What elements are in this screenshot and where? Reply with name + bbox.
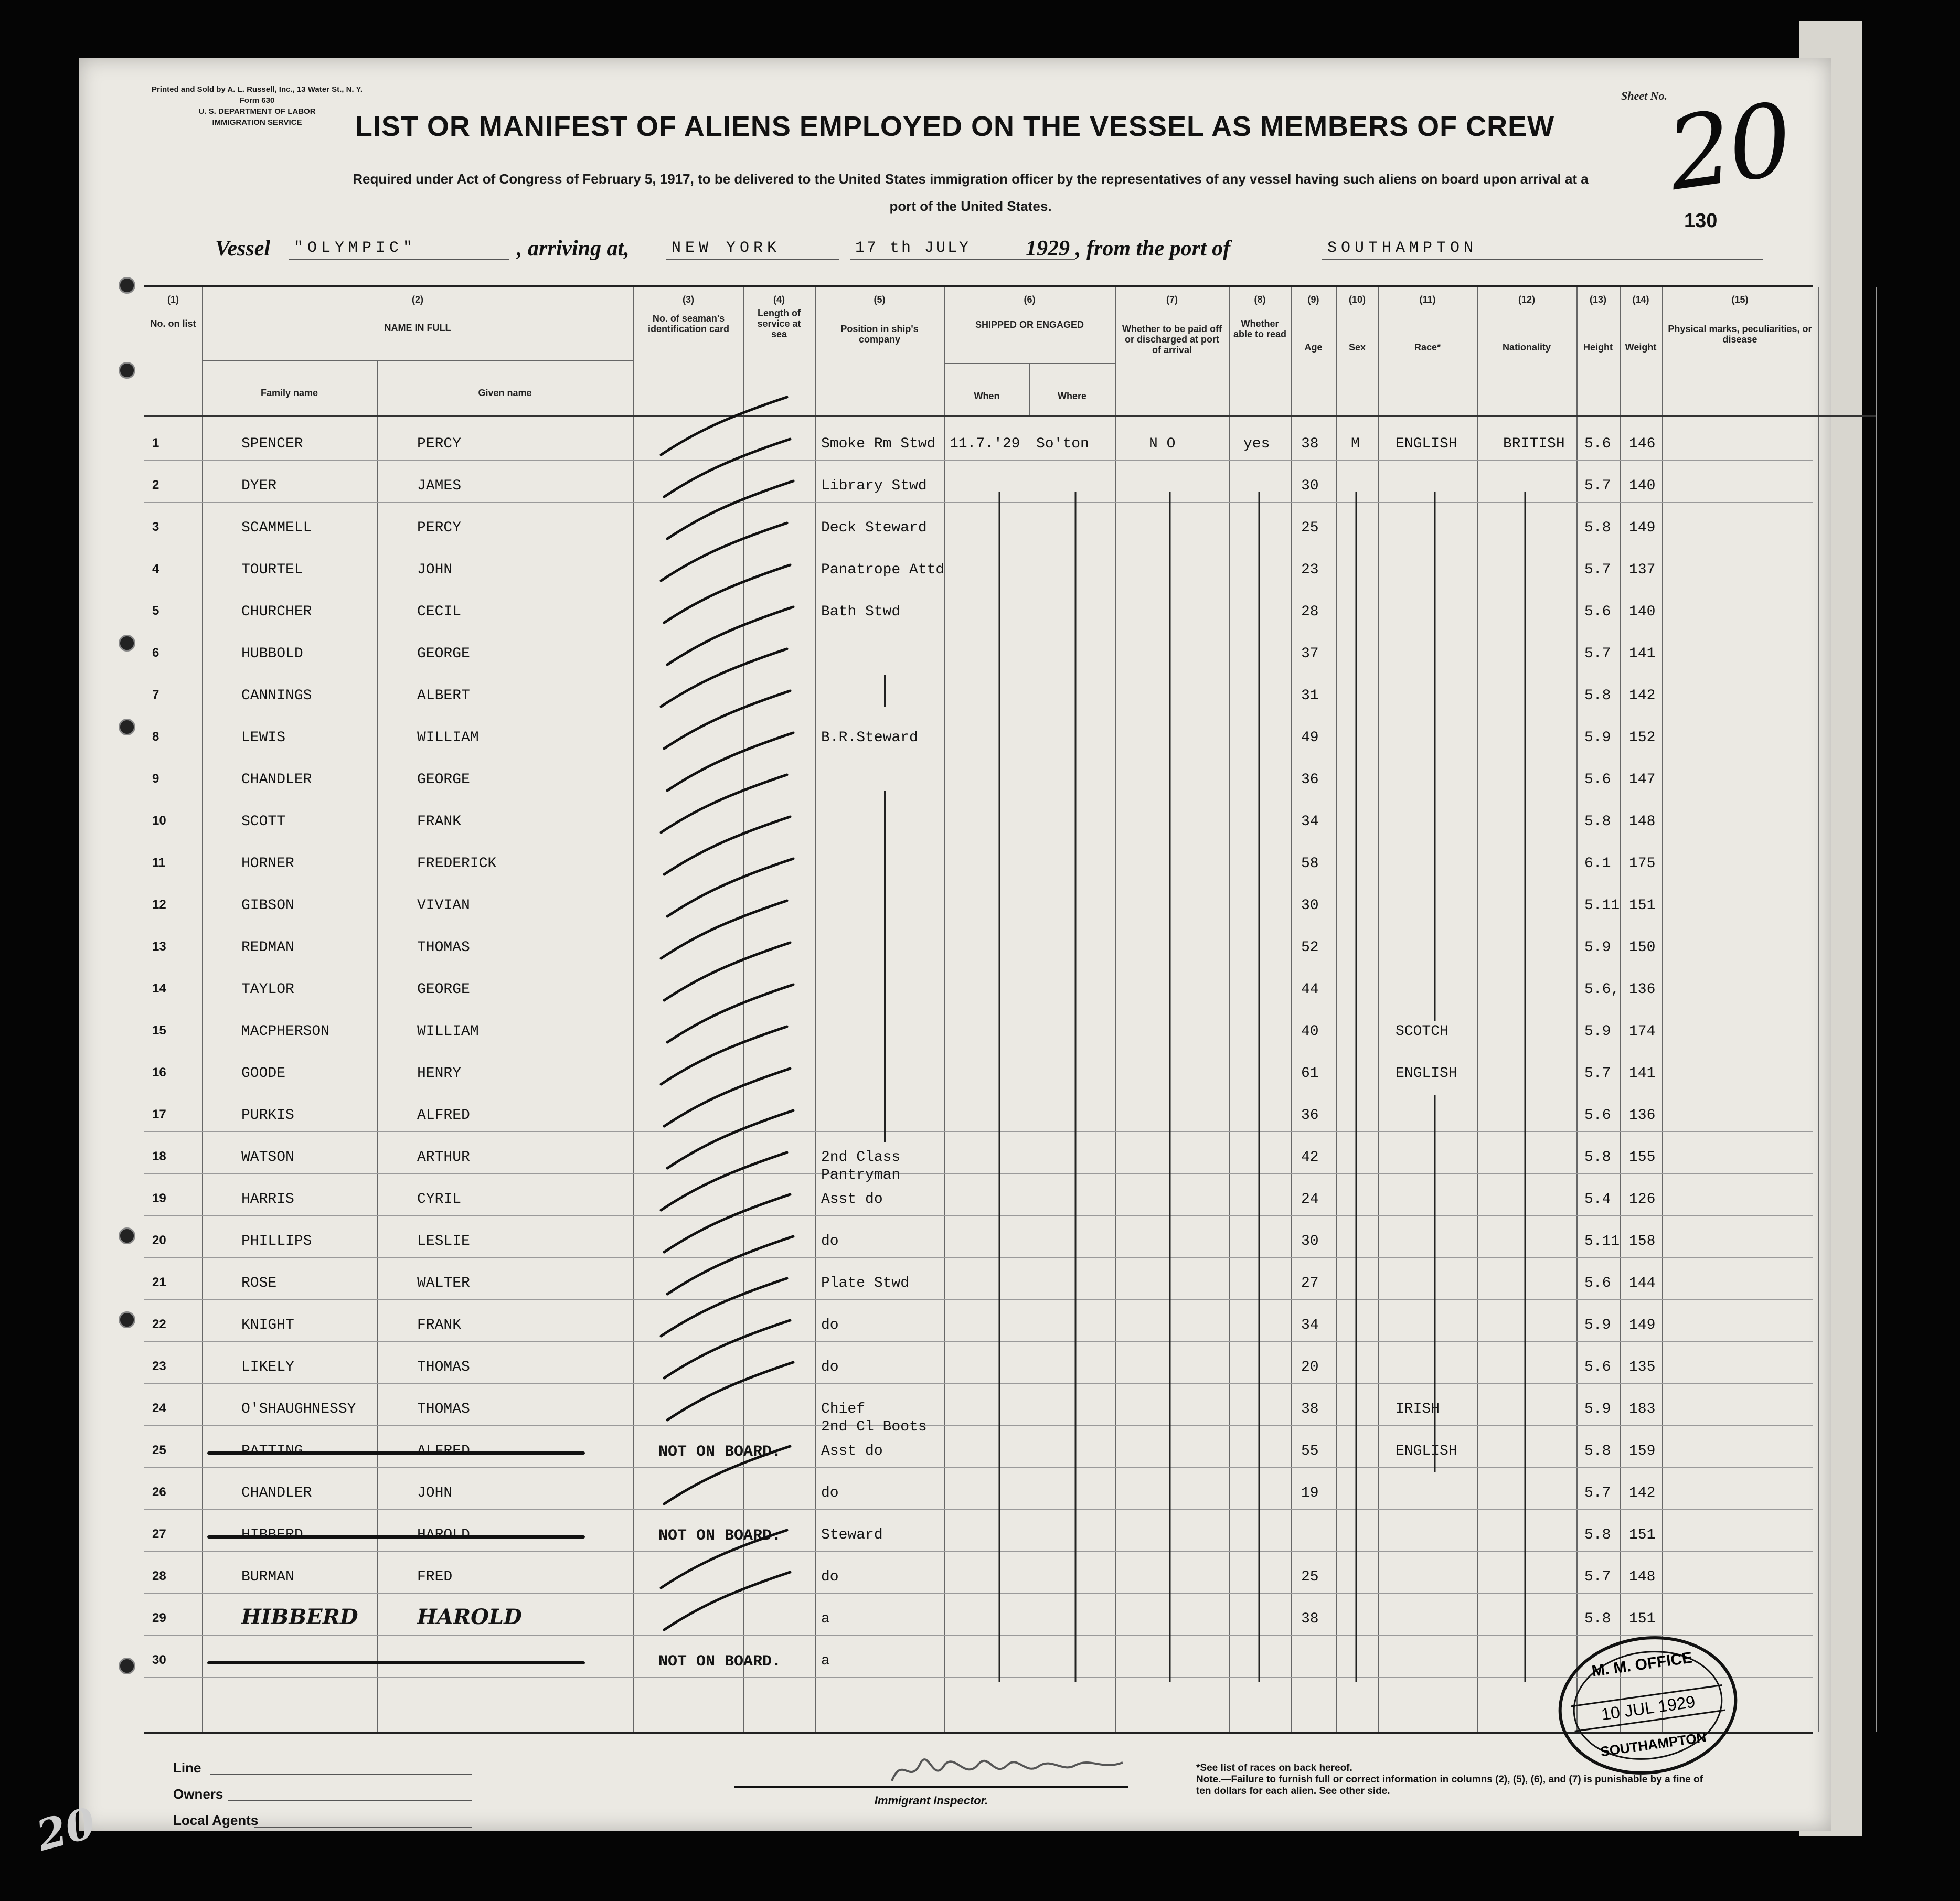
- cell-where: So'ton: [1036, 436, 1089, 452]
- cell-height: 5.8: [1584, 1527, 1611, 1543]
- col6-header: SHIPPED OR ENGAGED: [975, 319, 1084, 330]
- col1-header: No. on list: [150, 318, 196, 329]
- arrival-date: 17 th JULY: [855, 239, 971, 257]
- cell-family: SCAMMELL: [241, 520, 312, 536]
- cell-weight: 150: [1629, 939, 1656, 956]
- cell-card: NOT ON BOARD.: [658, 1527, 782, 1545]
- cell-no: 8: [152, 730, 159, 744]
- cell-family: CHANDLER: [241, 1485, 312, 1501]
- cell-family: LEWIS: [241, 730, 286, 746]
- cell-family: TAYLOR: [241, 981, 294, 998]
- cell-weight: 151: [1629, 1611, 1656, 1627]
- cell-position: do: [821, 1359, 839, 1375]
- cell-weight: 141: [1629, 646, 1656, 662]
- cell-no: 14: [152, 981, 166, 996]
- sheet-no-value: 20: [1660, 81, 1797, 213]
- cell-paid: N O: [1149, 436, 1176, 452]
- from-label: , from the port of: [1075, 237, 1231, 261]
- col9-header: Age: [1304, 342, 1323, 353]
- cell-no: 7: [152, 688, 159, 702]
- cell-weight: 148: [1629, 814, 1656, 830]
- cell-age: 38: [1301, 436, 1319, 452]
- cell-no: 3: [152, 520, 159, 534]
- cell-no: 16: [152, 1065, 166, 1080]
- cell-height: 5.9: [1584, 730, 1611, 746]
- cell-family: TOURTEL: [241, 562, 303, 578]
- local-agents-label: Local Agents: [173, 1812, 259, 1828]
- cell-height: 5.7: [1584, 1485, 1611, 1501]
- cell-height: 5.7: [1584, 646, 1611, 662]
- cell-position: Bath Stwd: [821, 604, 901, 620]
- col7-number: (7): [1166, 294, 1178, 305]
- cell-height: 5.9: [1584, 939, 1611, 956]
- cell-height: 5.6: [1584, 1275, 1611, 1291]
- margin-note: 20: [31, 1798, 101, 1861]
- cell-given: ARTHUR: [417, 1149, 470, 1166]
- arrival-year: 1929: [1026, 237, 1070, 261]
- cell-no: 26: [152, 1485, 166, 1499]
- cell-age: 37: [1301, 646, 1319, 662]
- cell-height: 5.6: [1584, 772, 1611, 788]
- cell-no: 17: [152, 1107, 166, 1122]
- cell-weight: 135: [1629, 1359, 1656, 1375]
- col6b-header: Where: [1057, 391, 1086, 401]
- cell-height: 5.9: [1584, 1401, 1611, 1417]
- cell-when: 11.7.'29: [950, 436, 1020, 452]
- col11-header: Race*: [1414, 342, 1441, 353]
- cell-height: 5.8: [1584, 520, 1611, 536]
- cell-height: 5.8: [1584, 1443, 1611, 1459]
- line-label: Line: [173, 1760, 201, 1776]
- form-number: Form 630: [239, 96, 275, 105]
- cell-no: 28: [152, 1569, 166, 1583]
- cell-family: HIBBERD: [241, 1605, 358, 1629]
- cell-height: 5.9: [1584, 1317, 1611, 1333]
- cell-given: FRANK: [417, 814, 462, 830]
- cell-age: 19: [1301, 1485, 1319, 1501]
- col10-header: Sex: [1348, 342, 1366, 353]
- cell-position: 2nd Class: [821, 1149, 901, 1166]
- card-check-mark: [667, 859, 793, 916]
- page-title: LIST OR MANIFEST OF ALIENS EMPLOYED ON THE VESSEL AS MEMBERS OF CREW: [355, 111, 1555, 142]
- crew-table: [144, 285, 1813, 1734]
- card-check-mark: [667, 607, 793, 665]
- cell-position: do: [821, 1485, 839, 1501]
- cell-no: 25: [152, 1443, 166, 1457]
- cell-race: IRISH: [1396, 1401, 1440, 1417]
- cell-no: 1: [152, 436, 159, 450]
- page-number: 130: [1684, 210, 1718, 232]
- cell-given: FRED: [417, 1569, 453, 1585]
- cell-no: 15: [152, 1023, 166, 1038]
- cell-position: do: [821, 1569, 839, 1585]
- binder-hole: [119, 277, 135, 294]
- cell-given: FREDERICK: [417, 856, 497, 872]
- owners-label: Owners: [173, 1786, 223, 1802]
- binder-hole: [119, 635, 135, 652]
- cell-position-line2: Pantryman: [821, 1167, 901, 1183]
- cell-position: B.R.Steward: [821, 730, 918, 746]
- cell-family: LIKELY: [241, 1359, 294, 1375]
- cell-given: ALBERT: [417, 688, 470, 704]
- cell-weight: 152: [1629, 730, 1656, 746]
- card-check-mark: [664, 1446, 790, 1504]
- cell-given: THOMAS: [417, 1401, 470, 1417]
- cell-weight: 175: [1629, 856, 1656, 872]
- inspector-label: Immigrant Inspector.: [874, 1794, 988, 1807]
- cell-nationality: BRITISH: [1503, 436, 1565, 452]
- cell-weight: 149: [1629, 520, 1656, 536]
- subtitle-line-1: Required under Act of Congress of February 5, 1917, to be delivered to the United States immigration officer by the representatives of any vessel having such aliens on board upon arrival at a: [353, 171, 1589, 187]
- penalty-note: Note.—Failure to furnish full or correct information in columns (2), (5), (6), and (7) is punishable by a fine of ten dollars for each alien. See other side.: [1196, 1774, 1703, 1797]
- cell-given: JOHN: [417, 562, 453, 578]
- cell-weight: 147: [1629, 772, 1656, 788]
- cell-given: ALFRED: [417, 1107, 470, 1124]
- cell-family: KNIGHT: [241, 1317, 294, 1333]
- cell-no: 22: [152, 1317, 166, 1331]
- cell-given: WILLIAM: [417, 1023, 479, 1040]
- cell-position-line2: 2nd Cl Boots: [821, 1419, 927, 1435]
- cell-position: Chief: [821, 1401, 866, 1417]
- cell-no: 19: [152, 1191, 166, 1205]
- cell-no: 13: [152, 939, 166, 954]
- cell-age: 27: [1301, 1275, 1319, 1291]
- stamp-top: M. M. OFFICE: [1591, 1649, 1694, 1681]
- cell-family: DYER: [241, 478, 277, 494]
- cell-age: 58: [1301, 856, 1319, 872]
- cell-weight: 136: [1629, 981, 1656, 998]
- cell-age: 30: [1301, 478, 1319, 494]
- col4-header: Length of service at sea: [757, 308, 801, 339]
- cell-age: 34: [1301, 1317, 1319, 1333]
- cell-family: SPENCER: [241, 436, 303, 452]
- card-check-mark: [667, 1236, 793, 1294]
- cell-age: 34: [1301, 814, 1319, 830]
- cell-weight: 142: [1629, 688, 1656, 704]
- cell-age: 36: [1301, 1107, 1319, 1124]
- cell-no: 2: [152, 478, 159, 492]
- cell-position: Plate Stwd: [821, 1275, 910, 1291]
- cell-given: GEORGE: [417, 981, 470, 998]
- cell-weight: 144: [1629, 1275, 1656, 1291]
- col6-number: (6): [1024, 294, 1036, 305]
- col8-number: (8): [1254, 294, 1266, 305]
- card-check-mark: [667, 733, 793, 791]
- binder-hole: [119, 1227, 135, 1244]
- cell-position: do: [821, 1233, 839, 1249]
- card-check-mark: [667, 1110, 793, 1168]
- cell-race: ENGLISH: [1396, 1443, 1457, 1459]
- cell-age: 44: [1301, 981, 1319, 998]
- card-check-mark: [667, 985, 793, 1042]
- col13-number: (13): [1589, 294, 1606, 305]
- cell-given: WALTER: [417, 1275, 470, 1291]
- cell-no: 12: [152, 898, 166, 912]
- cell-height: 5.8: [1584, 1611, 1611, 1627]
- cell-family: WATSON: [241, 1149, 294, 1166]
- manifest-sheet: [79, 58, 1831, 1831]
- col15-header: Physical marks, peculiarities, or disease: [1668, 324, 1812, 345]
- cell-weight: 142: [1629, 1485, 1656, 1501]
- cell-height: 5.11: [1584, 898, 1620, 914]
- cell-weight: 158: [1629, 1233, 1656, 1249]
- cell-height: 5.7: [1584, 478, 1611, 494]
- cell-given: GEORGE: [417, 646, 470, 662]
- cell-height: 5.6: [1584, 1359, 1611, 1375]
- col14-header: Weight: [1625, 342, 1657, 353]
- cell-age: 30: [1301, 1233, 1319, 1249]
- cell-family: O'SHAUGHNESSY: [241, 1401, 356, 1417]
- cell-age: 49: [1301, 730, 1319, 746]
- inspector-signature: [881, 1744, 1144, 1802]
- arriving-port: NEW YORK: [672, 239, 781, 257]
- cell-read: yes: [1243, 436, 1270, 452]
- cell-height: 5.6: [1584, 436, 1611, 452]
- cell-age: 23: [1301, 562, 1319, 578]
- subtitle-line-2: port of the United States.: [889, 198, 1052, 214]
- cell-height: 5.8: [1584, 814, 1611, 830]
- card-check-marks: [144, 287, 1876, 1732]
- col2-number: (2): [412, 294, 423, 305]
- col12-number: (12): [1518, 294, 1535, 305]
- cell-weight: 141: [1629, 1065, 1656, 1082]
- col8-header: Whether able to read: [1233, 318, 1287, 339]
- cell-family: PHILLIPS: [241, 1233, 312, 1249]
- cell-height: 5.7: [1584, 562, 1611, 578]
- col5-header: Position in ship's company: [840, 324, 919, 345]
- cell-no: 20: [152, 1233, 166, 1247]
- cell-weight: 159: [1629, 1443, 1656, 1459]
- col5-number: (5): [874, 294, 886, 305]
- department-name: U. S. DEPARTMENT OF LABOR: [198, 107, 316, 116]
- col4-number: (4): [773, 294, 785, 305]
- cell-weight: 136: [1629, 1107, 1656, 1124]
- cell-age: 38: [1301, 1611, 1319, 1627]
- cell-height: 5.6: [1584, 604, 1611, 620]
- cell-age: 40: [1301, 1023, 1319, 1040]
- cell-weight: 183: [1629, 1401, 1656, 1417]
- cell-family: BURMAN: [241, 1569, 294, 1585]
- col15-number: (15): [1731, 294, 1749, 305]
- cell-age: 30: [1301, 898, 1319, 914]
- cell-position: Library Stwd: [821, 478, 927, 494]
- card-check-mark: [667, 1362, 793, 1420]
- cell-weight: 149: [1629, 1317, 1656, 1333]
- cell-given: CYRIL: [417, 1191, 462, 1208]
- col2b-header: Given name: [478, 388, 532, 398]
- cell-given: VIVIAN: [417, 898, 470, 914]
- cell-age: 24: [1301, 1191, 1319, 1208]
- cell-given: THOMAS: [417, 939, 470, 956]
- cell-age: 20: [1301, 1359, 1319, 1375]
- card-check-mark: [664, 1572, 790, 1630]
- cell-family: CHANDLER: [241, 772, 312, 788]
- cell-family: GOODE: [241, 1065, 286, 1082]
- col13-header: Height: [1583, 342, 1613, 353]
- cell-race: ENGLISH: [1396, 436, 1457, 452]
- cell-given: FRANK: [417, 1317, 462, 1333]
- cell-no: 27: [152, 1527, 166, 1541]
- cell-given: HENRY: [417, 1065, 462, 1082]
- cell-weight: 155: [1629, 1149, 1656, 1166]
- cell-family: HORNER: [241, 856, 294, 872]
- cell-weight: 126: [1629, 1191, 1656, 1208]
- cell-position: Smoke Rm Stwd: [821, 436, 936, 452]
- cell-height: 5.11: [1584, 1233, 1620, 1249]
- cell-age: 31: [1301, 688, 1319, 704]
- cell-given: CECIL: [417, 604, 462, 620]
- col14-number: (14): [1632, 294, 1649, 305]
- col1-number: (1): [167, 294, 179, 305]
- col6a-header: When: [974, 391, 1000, 401]
- stamp-date: 10 JUL 1929: [1571, 1684, 1725, 1732]
- vessel-name: "OLYMPIC": [294, 239, 417, 257]
- cell-height: 5.6: [1584, 1107, 1611, 1124]
- cell-card: NOT ON BOARD.: [658, 1443, 782, 1461]
- cell-family: HUBBOLD: [241, 646, 303, 662]
- cell-height: 5.8: [1584, 1149, 1611, 1166]
- cell-position: do: [821, 1317, 839, 1333]
- races-note: *See list of races on back hereof.: [1196, 1763, 1352, 1774]
- cell-no: 11: [152, 856, 166, 870]
- cell-height: 5.7: [1584, 1569, 1611, 1585]
- cell-given: JAMES: [417, 478, 462, 494]
- cell-given: HAROLD: [417, 1605, 522, 1629]
- cell-weight: 140: [1629, 604, 1656, 620]
- col3-header: No. of seaman's identification card: [647, 313, 730, 334]
- cell-family: CANNINGS: [241, 688, 312, 704]
- cell-position: a: [821, 1653, 830, 1669]
- cell-family: SCOTT: [241, 814, 286, 830]
- cell-no: 21: [152, 1275, 166, 1289]
- binder-hole: [119, 362, 135, 379]
- cell-position: a: [821, 1611, 830, 1627]
- sheet-no-label: Sheet No.: [1621, 89, 1667, 102]
- cell-age: 38: [1301, 1401, 1319, 1417]
- cell-no: 4: [152, 562, 159, 576]
- cell-height: 5.4: [1584, 1191, 1611, 1208]
- card-check-mark: [667, 481, 793, 539]
- cell-given: GEORGE: [417, 772, 470, 788]
- col11-number: (11): [1419, 294, 1436, 305]
- cell-age: 42: [1301, 1149, 1319, 1166]
- cell-height: 5.6,: [1584, 981, 1620, 998]
- cell-no: 6: [152, 646, 159, 660]
- cell-height: 5.7: [1584, 1065, 1611, 1082]
- cell-family: CHURCHER: [241, 604, 312, 620]
- col9-number: (9): [1307, 294, 1319, 305]
- cell-family: PURKIS: [241, 1107, 294, 1124]
- col2a-header: Family name: [260, 388, 318, 398]
- cell-family: REDMAN: [241, 939, 294, 956]
- cell-no: 18: [152, 1149, 166, 1163]
- cell-no: 5: [152, 604, 159, 618]
- col7-header: Whether to be paid off or discharged at port of arrival: [1122, 324, 1222, 355]
- vessel-line: [215, 236, 1789, 268]
- cell-no: 10: [152, 814, 166, 828]
- cell-weight: 140: [1629, 478, 1656, 494]
- arriving-label: , arriving at,: [517, 237, 630, 261]
- cell-card: NOT ON BOARD.: [658, 1653, 782, 1671]
- cell-family: HARRIS: [241, 1191, 294, 1208]
- cell-height: 5.8: [1584, 688, 1611, 704]
- vessel-label: Vessel: [215, 237, 270, 261]
- stamp-bottom: SOUTHAMPTON: [1599, 1729, 1708, 1760]
- cell-weight: 137: [1629, 562, 1656, 578]
- cell-age: 61: [1301, 1065, 1319, 1082]
- cell-age: 55: [1301, 1443, 1319, 1459]
- col10-number: (10): [1348, 294, 1366, 305]
- cell-position: Asst do: [821, 1191, 883, 1208]
- cell-height: 5.9: [1584, 1023, 1611, 1040]
- cell-no: 29: [152, 1611, 166, 1625]
- col2-header: NAME IN FULL: [384, 323, 451, 333]
- cell-sex: M: [1351, 436, 1360, 452]
- cell-no: 9: [152, 772, 159, 786]
- cell-position: Panatrope Attd: [821, 562, 945, 578]
- printer-line: Printed and Sold by A. L. Russell, Inc., 13 Water St., N. Y.: [151, 85, 363, 94]
- cell-given: JOHN: [417, 1485, 453, 1501]
- cell-position: Deck Steward: [821, 520, 927, 536]
- cell-weight: 146: [1629, 436, 1656, 452]
- cell-family: ROSE: [241, 1275, 277, 1291]
- cell-given: THOMAS: [417, 1359, 470, 1375]
- cell-family: GIBSON: [241, 898, 294, 914]
- binder-hole: [119, 719, 135, 735]
- cell-race: SCOTCH: [1396, 1023, 1448, 1040]
- cell-given: PERCY: [417, 520, 462, 536]
- col3-number: (3): [683, 294, 694, 305]
- cell-race: ENGLISH: [1396, 1065, 1457, 1082]
- cell-no: 24: [152, 1401, 166, 1415]
- cell-given: PERCY: [417, 436, 462, 452]
- cell-age: 36: [1301, 772, 1319, 788]
- cell-weight: 148: [1629, 1569, 1656, 1585]
- cell-family: MACPHERSON: [241, 1023, 330, 1040]
- cell-weight: 174: [1629, 1023, 1656, 1040]
- service-name: IMMIGRATION SERVICE: [212, 118, 302, 127]
- cell-weight: 151: [1629, 1527, 1656, 1543]
- cell-age: 52: [1301, 939, 1319, 956]
- cell-position: Steward: [821, 1527, 883, 1543]
- cell-height: 6.1: [1584, 856, 1611, 872]
- binder-hole: [119, 1311, 135, 1328]
- binder-hole: [119, 1658, 135, 1674]
- cell-age: 25: [1301, 1569, 1319, 1585]
- cell-age: 25: [1301, 520, 1319, 536]
- col12-header: Nationality: [1502, 342, 1551, 353]
- from-port: SOUTHAMPTON: [1327, 239, 1478, 257]
- cell-age: 28: [1301, 604, 1319, 620]
- cell-no: 23: [152, 1359, 166, 1373]
- cell-weight: 151: [1629, 898, 1656, 914]
- cell-position: Asst do: [821, 1443, 883, 1459]
- page-subtitle: [210, 165, 1731, 220]
- cell-no: 30: [152, 1653, 166, 1667]
- cell-given: LESLIE: [417, 1233, 470, 1249]
- cell-given: WILLIAM: [417, 730, 479, 746]
